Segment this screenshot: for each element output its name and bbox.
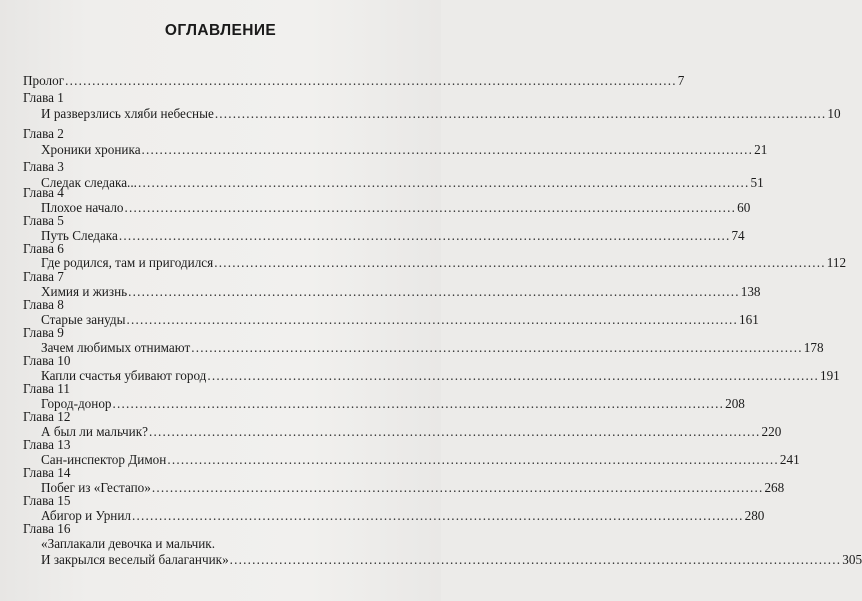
toc-entry-title: Сан-инспектор Димон bbox=[41, 452, 167, 467]
toc-entry bbox=[0, 552, 862, 568]
toc-entry-page: 191 bbox=[819, 368, 840, 383]
leader-dots: ........................................................................................................................................ bbox=[112, 396, 725, 411]
leader-dots: ........................................................................................................................................ bbox=[229, 552, 842, 567]
leader-dots: ........................................................................................................................................ bbox=[141, 142, 754, 157]
toc-chapter-label: Глава 3 bbox=[23, 159, 64, 174]
leader-dots: ........................................................................................................................................ bbox=[167, 452, 779, 467]
toc-entry-title: Химия и жизнь bbox=[41, 284, 128, 299]
leader-dots: ........................................................................................................................................ bbox=[137, 175, 750, 190]
toc-entry-page: 220 bbox=[761, 424, 782, 439]
toc-chapter-label: Глава 6 bbox=[23, 241, 64, 256]
toc-chapter-label: Глава 7 bbox=[23, 269, 64, 284]
toc-chapter-label: Глава 11 bbox=[23, 381, 70, 396]
toc-entry-title: Абигор и Урнил bbox=[41, 508, 132, 523]
toc-entry-page: 21 bbox=[754, 142, 768, 157]
toc-entry-title: Побег из «Гестапо» bbox=[41, 480, 151, 495]
toc-entry-title: Старые зануды bbox=[41, 312, 126, 327]
toc-entry-page: 60 bbox=[737, 200, 751, 215]
toc-entry-title: И разверзлись хляби небесные bbox=[41, 106, 214, 121]
toc-chapter-label: Глава 2 bbox=[23, 126, 64, 141]
toc-entry-title: Следак следака... bbox=[41, 175, 137, 190]
toc-chapter-label: Глава 8 bbox=[23, 297, 64, 312]
leader-dots: ........................................................................................................................................ bbox=[151, 480, 764, 495]
toc-entry-page: 178 bbox=[803, 340, 824, 355]
toc-chapter-label: Глава 10 bbox=[23, 353, 71, 368]
toc-entry-page: 208 bbox=[725, 396, 745, 411]
toc-chapter-label: Глава 1 bbox=[23, 90, 64, 105]
toc-entry-title: Где родился, там и пригодился bbox=[41, 255, 214, 270]
leader-dots: ........................................................................................................................................ bbox=[118, 228, 731, 243]
leader-dots: ........................................................................................................................................ bbox=[214, 106, 827, 121]
toc-chapter-label: Глава 14 bbox=[23, 465, 71, 480]
toc-entry-title: Капли счастья убивают город bbox=[41, 368, 207, 383]
toc-entry-title: «Заплакали девочка и мальчик. bbox=[41, 536, 215, 551]
toc-entry-page: 7 bbox=[677, 73, 685, 88]
page-title: ОГЛАВЛЕНИЕ bbox=[164, 22, 277, 39]
toc-entry bbox=[0, 142, 768, 158]
toc-chapter-label: Глава 12 bbox=[23, 409, 71, 424]
toc-entry-title: А был ли мальчик? bbox=[41, 424, 148, 439]
leader-dots: ........................................................................................................................................ bbox=[128, 284, 740, 299]
toc-chapter-label: Глава 15 bbox=[23, 493, 71, 508]
toc-entry-title: И закрылся веселый балаганчик» bbox=[41, 552, 229, 567]
toc-entry-title: Плохое начало bbox=[41, 200, 124, 215]
toc-entry-page: 10 bbox=[827, 106, 841, 121]
leader-dots: ........................................................................................................................................ bbox=[214, 255, 826, 270]
toc-chapter-label: Глава 9 bbox=[23, 325, 64, 340]
toc-entry-title: Хроники хроника bbox=[41, 142, 141, 157]
toc-chapter-label: Глава 16 bbox=[23, 521, 71, 536]
leader-dots: ........................................................................................................................................ bbox=[207, 368, 819, 383]
leader-dots: ........................................................................................................................................ bbox=[126, 312, 739, 327]
toc-entry-page: 161 bbox=[739, 312, 759, 327]
toc-entry-page: 241 bbox=[779, 452, 800, 467]
toc-chapter-label: Глава 5 bbox=[23, 213, 64, 228]
toc-entry-page: 305 bbox=[842, 552, 862, 567]
toc-chapter-label: Глава 13 bbox=[23, 437, 71, 452]
toc-entry-page: 280 bbox=[744, 508, 765, 523]
leader-dots: ........................................................................................................................................ bbox=[65, 73, 677, 88]
toc-entry-title: Пролог bbox=[23, 73, 65, 88]
leader-dots: ........................................................................................................................................ bbox=[148, 424, 761, 439]
toc-entry-title: Путь Следака bbox=[41, 228, 118, 243]
toc-chapter-label: Глава 4 bbox=[23, 185, 64, 200]
toc-entry-title: Город-донор bbox=[41, 396, 112, 411]
toc-entry-page: 51 bbox=[750, 175, 764, 190]
toc-entry-page: 268 bbox=[764, 480, 785, 495]
toc-entry-page: 138 bbox=[740, 284, 761, 299]
leader-dots: ........................................................................................................................................ bbox=[191, 340, 803, 355]
leader-dots: ........................................................................................................................................ bbox=[132, 508, 744, 523]
toc-entry-title: Зачем любимых отнимают bbox=[41, 340, 191, 355]
toc-entry bbox=[0, 106, 841, 122]
leader-dots: ........................................................................................................................................ bbox=[124, 200, 737, 215]
toc-entry-page: 74 bbox=[731, 228, 745, 243]
toc-entry-line1 bbox=[0, 536, 441, 552]
toc-entry-page: 112 bbox=[826, 255, 847, 270]
toc-entry-prologue bbox=[0, 73, 685, 89]
